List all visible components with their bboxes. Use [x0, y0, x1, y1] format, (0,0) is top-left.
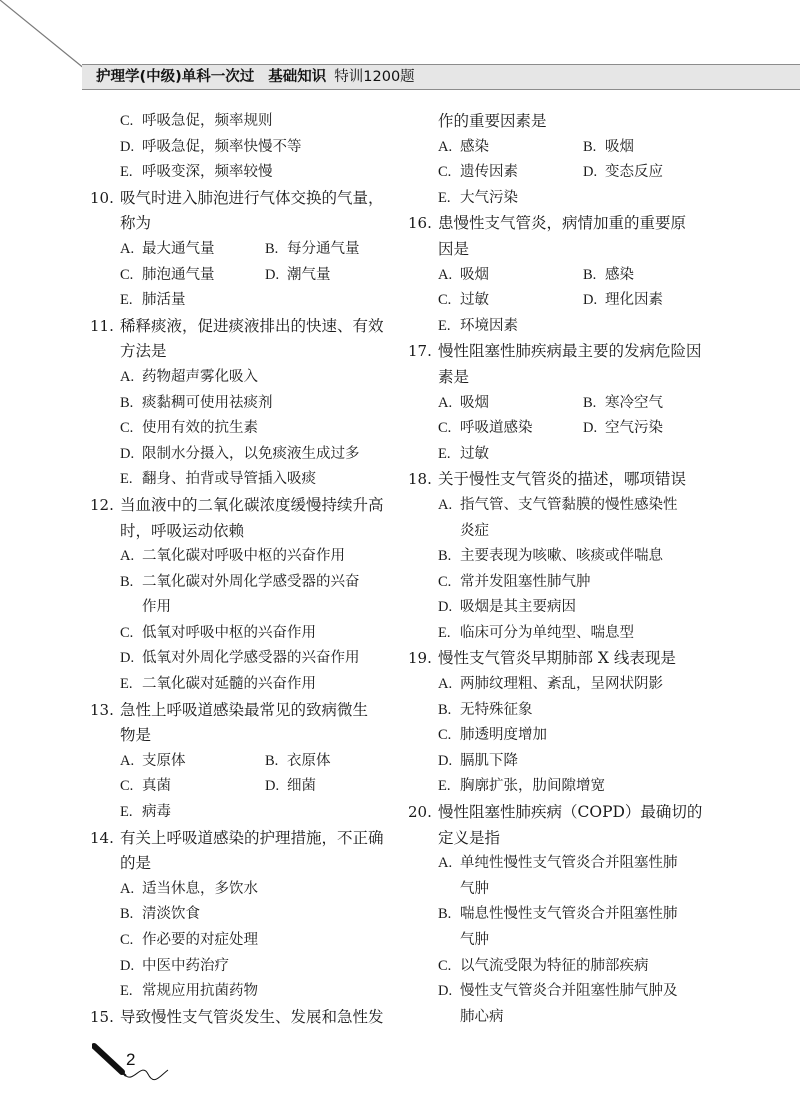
option-line: D. 膈肌下降 — [438, 752, 518, 769]
option-line: E. 胸廓扩张，肋间隙增宽 — [438, 778, 605, 795]
option-line: E. 肺活量 — [120, 292, 186, 309]
option-line: C. 使用有效的抗生素 — [120, 420, 258, 437]
option-line: E. 病毒 — [120, 804, 171, 821]
option-line: E. 翻身、拍背或导管插入吸痰 — [120, 471, 316, 488]
book-title: 护理学(中级)单科一次过 — [96, 69, 255, 85]
running-header — [96, 66, 415, 88]
option-continued: 气肿 — [460, 880, 489, 897]
option-pair: C. 肺泡通气量 D. 潮气量 — [120, 266, 331, 283]
question-stem-continued: 物是 — [120, 726, 152, 745]
option-line: A. 指气管、支气管黏膜的慢性感染性 — [438, 496, 678, 513]
option-line: E. 临床可分为单纯型、喘息型 — [438, 624, 634, 641]
option-line: E. 过敏 — [438, 445, 489, 462]
option-continued: 肺心病 — [460, 1008, 504, 1025]
option-pair: C. 呼吸道感染 D. 空气污染 — [438, 420, 663, 437]
option-line: D. 呼吸急促，频率快慢不等 — [120, 138, 302, 155]
option-line: A. 适当休息，多饮水 — [120, 880, 258, 897]
option-line: E. 大气污染 — [438, 189, 518, 206]
question-stem-continued: 定义是指 — [438, 828, 501, 847]
question-stem: 19. 慢性支气管炎早期肺部 X 线表现是 — [416, 646, 716, 672]
option-line: D. 中医中药治疗 — [120, 957, 229, 974]
option-line: B. 二氧化碳对外周化学感受器的兴奋 — [120, 573, 360, 590]
option-line: E. 常规应用抗菌药物 — [120, 983, 258, 1000]
option-line: C. 作必要的对症处理 — [120, 932, 258, 948]
option-line: E. 二氧化碳对延髓的兴奋作用 — [120, 676, 316, 693]
question-number: 12. — [90, 495, 114, 514]
page-number: 2 — [126, 1050, 136, 1069]
question-stem: 13. 急性上呼吸道感染最常见的致病微生 — [98, 698, 398, 724]
option-line: A. 二氧化碳对呼吸中枢的兴奋作用 — [120, 548, 345, 565]
question-number: 11. — [90, 316, 114, 335]
option-line: D. 吸烟是其主要病因 — [438, 599, 576, 616]
option-line: B. 痰黏稠可使用祛痰剂 — [120, 394, 273, 411]
question-stem: 16. 患慢性支气管炎，病情加重的重要原 — [416, 211, 716, 237]
question-stem-continued: 因是 — [438, 239, 470, 258]
question-number: 15. — [90, 1007, 114, 1026]
question-stem: 12. 当血液中的二氧化碳浓度缓慢持续升高 — [98, 493, 398, 519]
question-stem-continued: 素是 — [438, 367, 470, 386]
question-stem-continued: 的是 — [120, 854, 152, 873]
left-column — [90, 109, 398, 1030]
question-stem: 11. 稀释痰液，促进痰液排出的快速、有效 — [98, 314, 398, 340]
option-line: C. 低氧对呼吸中枢的兴奋作用 — [120, 624, 316, 641]
question-number: 17. — [408, 342, 432, 361]
right-column — [408, 109, 716, 1030]
option-continued: 气肿 — [460, 932, 489, 948]
question-stem: 20. 慢性阻塞性肺疾病（COPD）最确切的 — [416, 800, 716, 826]
question-number: 20. — [408, 803, 432, 822]
option-line: E. 呼吸变深，频率较慢 — [120, 164, 273, 181]
question-number: 13. — [90, 700, 114, 719]
option-pair: A. 支原体 B. 衣原体 — [120, 752, 331, 769]
option-pair: C. 过敏 D. 理化因素 — [438, 292, 663, 309]
question-number: 18. — [408, 470, 432, 489]
option-continued: 炎症 — [460, 522, 489, 539]
option-line: A. 单纯性慢性支气管炎合并阻塞性肺 — [438, 855, 678, 872]
question-number: 10. — [90, 188, 114, 207]
option-pair: C. 遗传因素 D. 变态反应 — [438, 164, 663, 181]
option-line: D. 慢性支气管炎合并阻塞性肺气肿及 — [438, 983, 678, 1000]
question-stem-continued: 作的重要因素是 — [438, 112, 547, 130]
option-pair: A. 吸烟 B. 寒冷空气 — [438, 394, 663, 411]
option-line: B. 喘息性慢性支气管炎合并阻塞性肺 — [438, 906, 678, 923]
option-line: D. 低氧对外周化学感受器的兴奋作用 — [120, 650, 360, 667]
option-continued: 作用 — [142, 599, 171, 616]
option-line: B. 无特殊征象 — [438, 701, 533, 718]
option-line: C. 常并发阻塞性肺气肿 — [438, 573, 591, 590]
header-subtitle: 特训1200题 — [334, 69, 415, 85]
option-line: B. 主要表现为咳嗽、咳痰或伴喘息 — [438, 548, 663, 565]
question-stem: 14. 有关上呼吸道感染的护理措施，不正确 — [98, 826, 398, 852]
option-pair: C. 真菌 D. 细菌 — [120, 778, 316, 795]
option-line: C. 以气流受限为特征的肺部疾病 — [438, 957, 649, 974]
option-line: D. 限制水分摄入，以免痰液生成过多 — [120, 445, 360, 462]
question-stem-continued: 时，呼吸运动依赖 — [120, 521, 245, 540]
question-number: 16. — [408, 214, 432, 233]
option-pair: A. 吸烟 B. 感染 — [438, 266, 634, 283]
option-pair: A. 最大通气量 B. 每分通气量 — [120, 240, 360, 257]
question-stem: 17. 慢性阻塞性肺疾病最主要的发病危险因 — [416, 339, 716, 365]
option-line: C. 呼吸急促，频率规则 — [120, 113, 273, 129]
option-line: A. 药物超声雾化吸入 — [120, 368, 258, 385]
option-line: E. 环境因素 — [438, 317, 518, 334]
option-line: B. 清淡饮食 — [120, 906, 200, 923]
question-stem-continued: 称为 — [120, 214, 152, 233]
question-stem: 10. 吸气时进入肺泡进行气体交换的气量， — [98, 186, 398, 212]
section-title: 基础知识 — [268, 69, 327, 85]
option-pair: A. 感染 B. 吸烟 — [438, 138, 634, 155]
option-line: C. 肺透明度增加 — [438, 727, 547, 744]
question-number: 19. — [408, 649, 432, 668]
question-stem-continued: 方法是 — [120, 342, 167, 361]
question-stem: 18. 关于慢性支气管炎的描述，哪项错误 — [416, 467, 716, 493]
question-number: 14. — [90, 828, 114, 847]
question-stem: 15. 导致慢性支气管炎发生、发展和急性发 — [98, 1005, 398, 1031]
option-line: A. 两肺纹理粗、紊乱，呈网状阴影 — [438, 676, 663, 693]
